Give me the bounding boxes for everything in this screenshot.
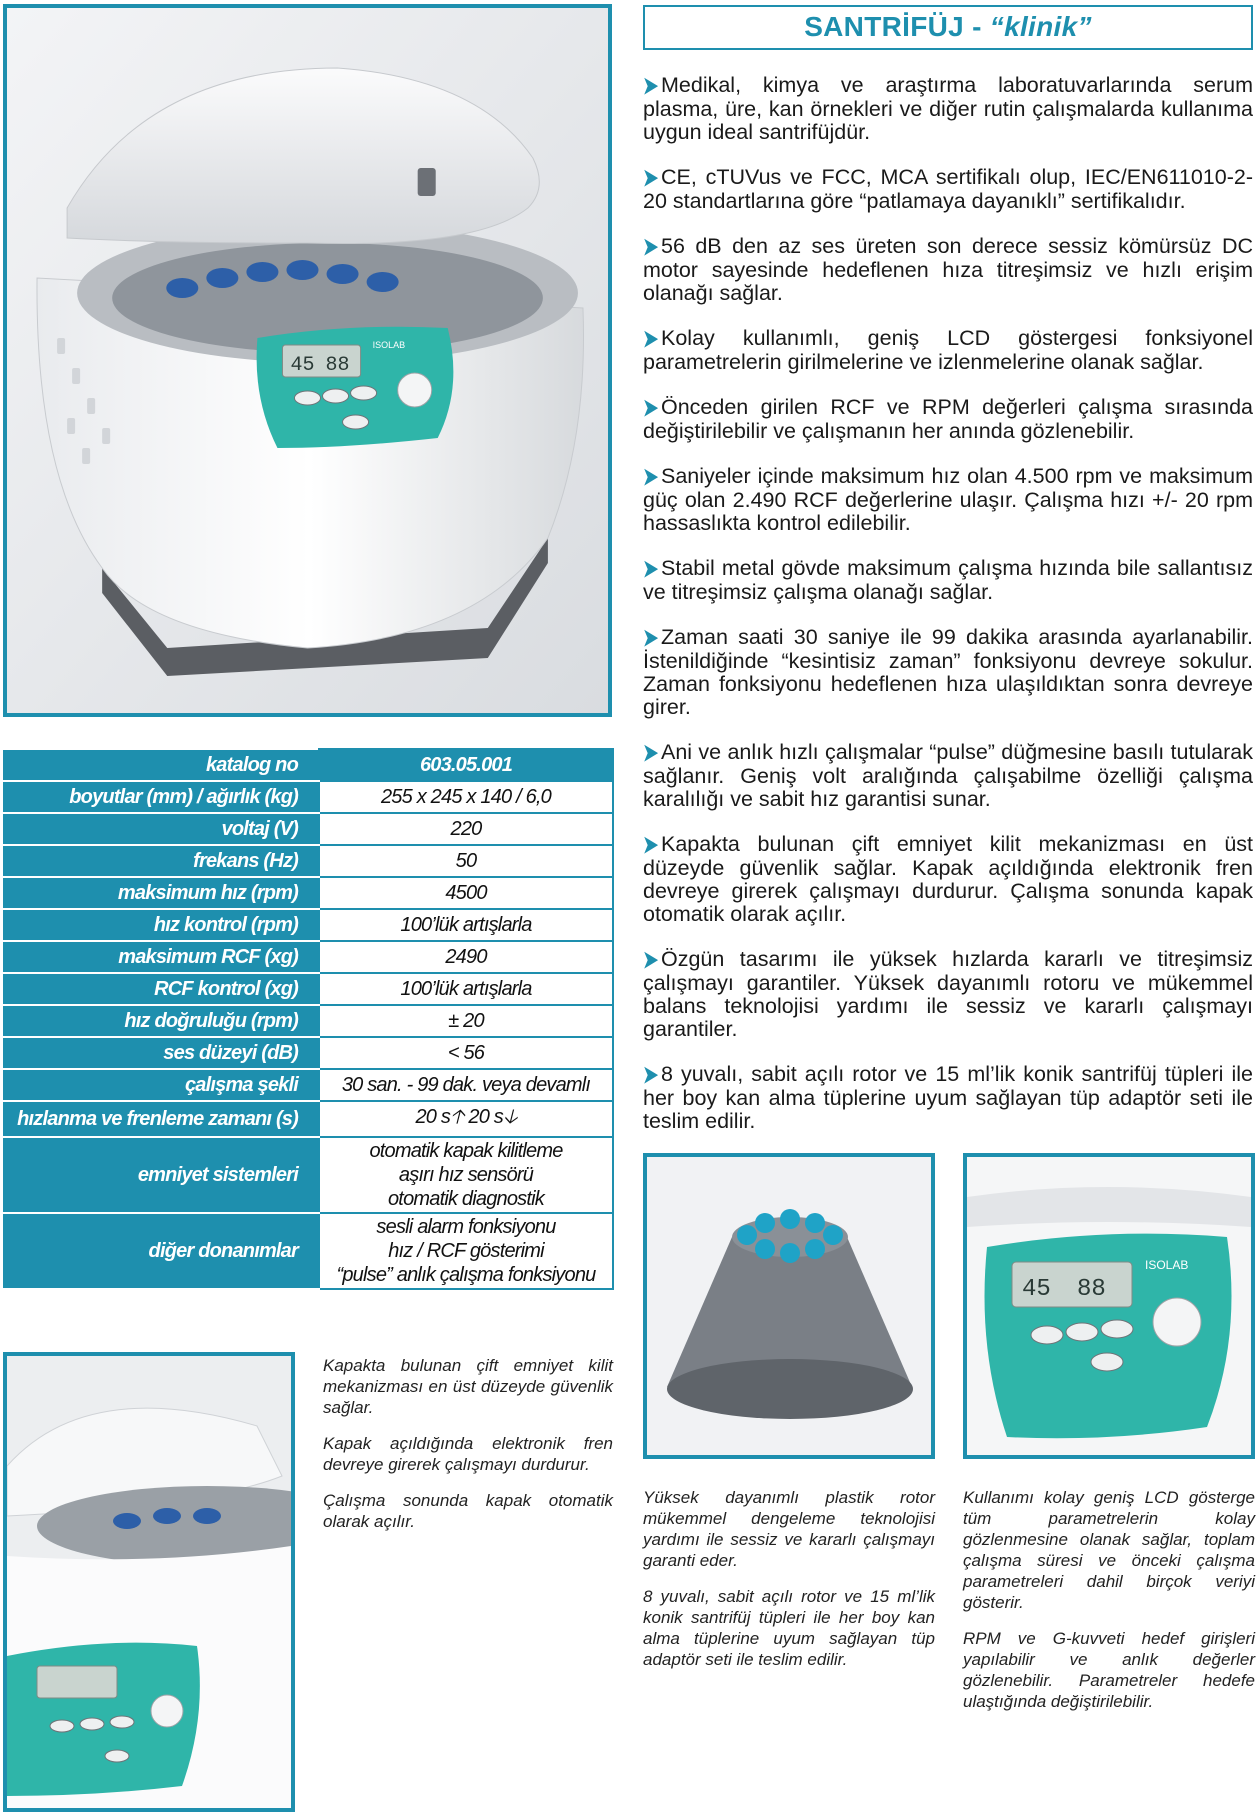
chevron-right-icon: ➤ xyxy=(643,1061,659,1088)
spec-label: maksimum RCF (xg) xyxy=(4,941,319,973)
lcd-closeup-left-digits: 45 xyxy=(1022,1276,1051,1303)
table-row xyxy=(4,909,613,941)
lid-caption xyxy=(323,1355,613,1547)
spec-value: 100’lük artışlarla xyxy=(319,909,613,941)
lcd-panel-illustration xyxy=(967,1157,1251,1455)
table-row xyxy=(4,973,613,1005)
spec-label: katalog no xyxy=(4,749,319,781)
table-row xyxy=(4,749,613,781)
centrifuge-illustration xyxy=(7,8,608,713)
caption-paragraph: Yüksek dayanımlı plastik rotor mükemmel dengeleme teknolojisi yardımı ile sessiz ve kararlı çalışmayı garanti eder. xyxy=(643,1488,935,1570)
rotor-caption xyxy=(643,1487,935,1685)
feature-item: ➤ Özgün tasarımı ile yüksek hızlarda kararlı ve titreşimsiz çalışmayı garantiler. Yüksek dayanımlı rotoru ve mükemmel balans teknolojisi yardımı ile sessiz ve kararlı çalışmayı garantiler. xyxy=(643,946,1253,1041)
chevron-right-icon: ➤ xyxy=(643,555,659,582)
spec-label: voltaj (V) xyxy=(4,813,319,845)
device-brand-logo: ISOLAB xyxy=(372,340,406,350)
lcd-right-digits: 88 xyxy=(325,354,350,377)
spec-value: 20 s🡡 20 s🡣 xyxy=(319,1101,613,1137)
spec-value: sesli alarm fonksiyonu hız / RCF gösterimi “pulse” anlık çalışma fonksiyonu xyxy=(319,1213,613,1289)
spec-value: 603.05.001 xyxy=(319,749,613,781)
spec-value: 100’lük artışlarla xyxy=(319,973,613,1005)
spec-value: 4500 xyxy=(319,877,613,909)
feature-item: ➤ Zaman saati 30 saniye ile 99 dakika arasında ayarlanabilir. İstenildiğinde “kesintisiz zaman” fonksiyonu devreye sokulur. Zaman fonksiyonu hedeflenen hıza ulaşıldıktan sonra devreye girer. xyxy=(643,624,1253,719)
lcd-panel-photo xyxy=(963,1153,1255,1459)
caption-paragraph: 8 yuvalı, sabit açılı rotor ve 15 ml’lik konik santrifüj tüpleri ile her boy kan alma tüplerine uyum sağlayan tüp adaptör seti ile teslim edilir. xyxy=(643,1587,935,1669)
chevron-right-icon: ➤ xyxy=(643,72,659,99)
spec-value: 255 x 245 x 140 / 6,0 xyxy=(319,781,613,813)
caption-paragraph: Kapak açıldığında elektronik fren devreye girerek çalışmayı durdurur. xyxy=(323,1434,613,1474)
rotor-illustration xyxy=(647,1157,931,1455)
table-row xyxy=(4,877,613,909)
spec-label: ses düzeyi (dB) xyxy=(4,1037,319,1069)
lcd-caption xyxy=(963,1487,1255,1727)
caption-paragraph: Kullanımı kolay geniş LCD gösterge tüm parametrelerin kolay gözlenmesine olanak sağlar, toplam çalışma süresi ve önceki çalışma parametreleri dahil birçok veriyi gösterir. xyxy=(963,1488,1255,1612)
centrifuge-closeup-illustration xyxy=(7,1356,291,1808)
spec-label: emniyet sistemleri xyxy=(4,1137,319,1213)
caption-paragraph: Kapakta bulunan çift emniyet kilit mekanizması en üst düzeyde güvenlik sağlar. xyxy=(323,1356,613,1417)
feature-item: ➤ Kapakta bulunan çift emniyet kilit mekanizması en üst düzeyde güvenlik sağlar. Kapak açıldığında elektronik fren devreye girerek çalışmayı durdurur. Çalışma sonunda kapak otomatik olarak açılır. xyxy=(643,831,1253,926)
feature-item: ➤ Medikal, kimya ve araştırma laboratuvarlarında serum plasma, üre, kan örnekleri ve diğer rutin çalışmalarda kullanıma uygun ideal santrifüjdür. xyxy=(643,72,1253,144)
lcd-left-digits: 45 xyxy=(290,354,315,377)
spec-label: diğer donanımlar xyxy=(4,1213,319,1289)
table-row xyxy=(4,1037,613,1069)
spec-value: 50 xyxy=(319,845,613,877)
chevron-right-icon: ➤ xyxy=(643,394,659,421)
chevron-right-icon: ➤ xyxy=(643,325,659,352)
spec-label: hız kontrol (rpm) xyxy=(4,909,319,941)
chevron-right-icon: ➤ xyxy=(643,946,659,973)
caption-paragraph: Çalışma sonunda kapak otomatik olarak açılır. xyxy=(323,1491,613,1531)
spec-value: 220 xyxy=(319,813,613,845)
lcd-closeup-right-digits: 88 xyxy=(1077,1276,1106,1303)
chevron-right-icon: ➤ xyxy=(643,463,659,490)
table-row xyxy=(4,1069,613,1101)
feature-item: ➤ CE, cTUVus ve FCC, MCA sertifikalı olup, IEC/EN611010-2-20 standartlarına göre “patlamaya dayanıklı” sertifikalıdır. xyxy=(643,164,1253,213)
chevron-right-icon: ➤ xyxy=(643,624,659,651)
spec-value: otomatik kapak kilitleme aşırı hız sensörü otomatik diagnostik xyxy=(319,1137,613,1213)
table-row xyxy=(4,941,613,973)
spec-label: hız doğruluğu (rpm) xyxy=(4,1005,319,1037)
spec-table xyxy=(3,748,614,1290)
chevron-right-icon: ➤ xyxy=(643,739,659,766)
chevron-right-icon: ➤ xyxy=(643,233,659,260)
table-row xyxy=(4,781,613,813)
lid-detail-photo xyxy=(3,1352,295,1812)
page-title xyxy=(643,5,1253,50)
spec-value: 2490 xyxy=(319,941,613,973)
spec-label: RCF kontrol (xg) xyxy=(4,973,319,1005)
spec-value: 30 san. - 99 dak. veya devamlı xyxy=(319,1069,613,1101)
spec-label: hızlanma ve frenleme zamanı (s) xyxy=(4,1101,319,1137)
table-row xyxy=(4,845,613,877)
feature-item: ➤ 8 yuvalı, sabit açılı rotor ve 15 ml’lik konik santrifüj tüpleri ile her boy kan alma tüplerine uyum sağlayan tüp adaptör seti ile teslim edilir. xyxy=(643,1061,1253,1133)
spec-label: çalışma şekli xyxy=(4,1069,319,1101)
feature-item: ➤ Saniyeler içinde maksimum hız olan 4.500 rpm ve maksimum güç olan 2.490 RCF değerlerine ulaşır. Çalışma hızı +/- 20 rpm hassaslıkta kontrol edilebilir. xyxy=(643,463,1253,535)
table-row xyxy=(4,1005,613,1037)
feature-item: ➤ Kolay kullanımlı, geniş LCD göstergesi fonksiyonel parametrelerin girilmelerine ve izlenmelerine olanak sağlar. xyxy=(643,325,1253,374)
spec-value: < 56 xyxy=(319,1037,613,1069)
spec-value: ± 20 xyxy=(319,1005,613,1037)
feature-item: ➤ Stabil metal gövde maksimum çalışma hızında bile sallantısız ve titreşimsiz çalışma olanağı sağlar. xyxy=(643,555,1253,604)
title-main: SANTRİFÜJ - xyxy=(804,11,990,42)
table-row xyxy=(4,1213,613,1289)
rotor-photo xyxy=(643,1153,935,1459)
chevron-right-icon: ➤ xyxy=(643,164,659,191)
spec-label: boyutlar (mm) / ağırlık (kg) xyxy=(4,781,319,813)
spec-label: maksimum hız (rpm) xyxy=(4,877,319,909)
title-sub: “klinik” xyxy=(989,11,1092,42)
feature-item: ➤ Önceden girilen RCF ve RPM değerleri çalışma sırasında değiştirilebilir ve çalışmanın her anında gözlenebilir. xyxy=(643,394,1253,443)
table-row xyxy=(4,1137,613,1213)
feature-item: ➤ Ani ve anlık hızlı çalışmalar “pulse” düğmesine basılı tutularak sağlanır. Geniş volt aralığında çalışabilme özelliği çalışma karalılığı ve sabit hız garantisi sunar. xyxy=(643,739,1253,811)
table-row xyxy=(4,813,613,845)
device-brand-logo: ISOLAB xyxy=(1145,1258,1189,1272)
spec-label: frekans (Hz) xyxy=(4,845,319,877)
main-product-photo xyxy=(3,4,612,717)
table-row xyxy=(4,1101,613,1137)
feature-list xyxy=(643,74,1253,1155)
feature-item: ➤ 56 dB den az ses üreten son derece sessiz kömürsüz DC motor sayesinde hedeflenen hıza titreşimsiz ve hızlı erişim olanağı sağlar. xyxy=(643,233,1253,305)
caption-paragraph: RPM ve G-kuvveti hedef girişleri yapılabilir ve anlık değerler gözlenebilir. Parametreler hedefe ulaştığında değiştirilebilir. xyxy=(963,1629,1255,1711)
chevron-right-icon: ➤ xyxy=(643,831,659,858)
